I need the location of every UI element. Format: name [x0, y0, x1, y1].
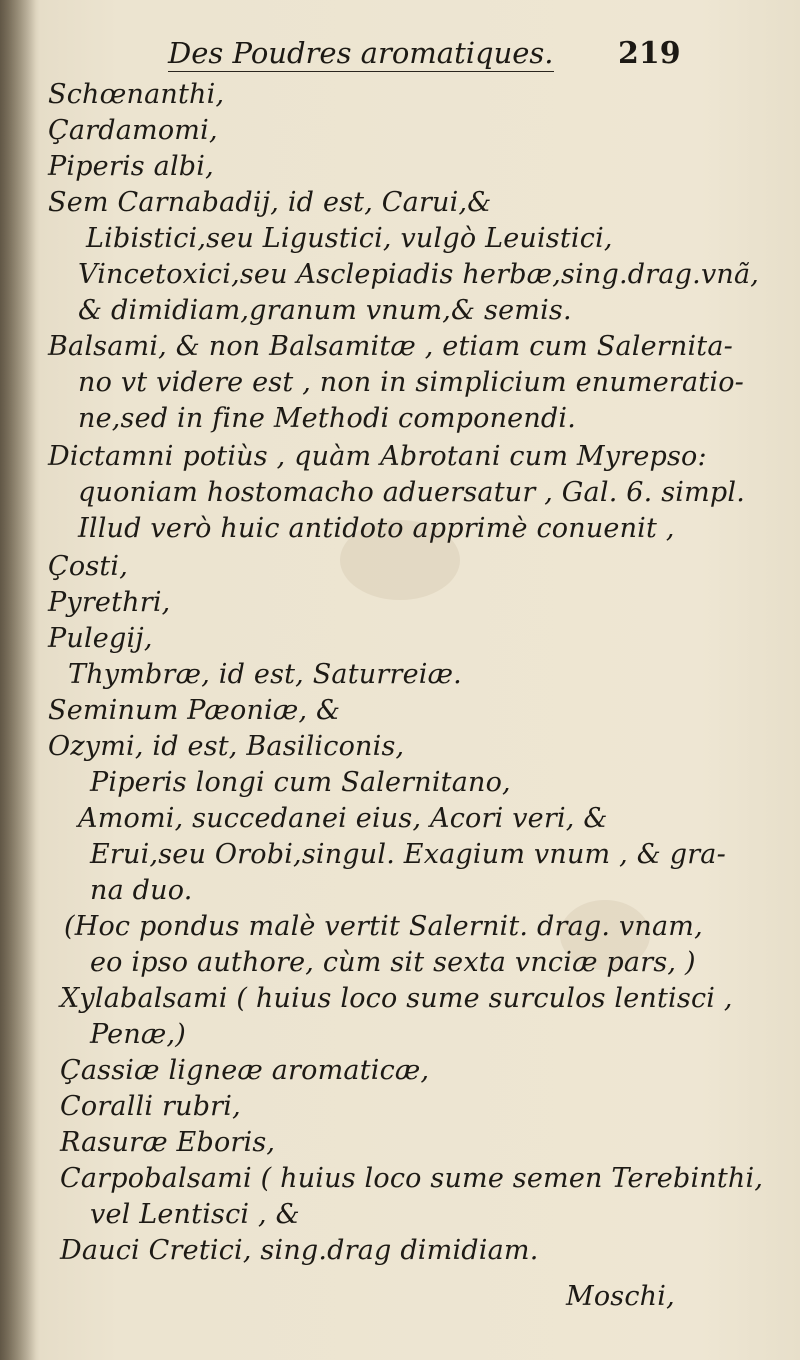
text-line: Rasuræ Eboris, — [60, 1127, 276, 1158]
text-line: Çardamomi, — [48, 115, 218, 146]
text-line: (Hoc pondus malè vertit Salernit. drag. vnam, — [64, 911, 703, 942]
text-line: Sem Carnabadij, id est, Carui,& — [48, 187, 492, 218]
text-line: vel Lentisci , & — [90, 1199, 300, 1230]
text-line: Pyrethri, — [48, 587, 171, 618]
text-line: Thymbræ, id est, Saturreiæ. — [68, 659, 462, 690]
text-line: Illud verò huic antidoto apprimè conuenit , — [78, 513, 675, 544]
text-line: Amomi, succedanei eius, Acori veri, & — [78, 803, 608, 834]
page-number: 219 — [618, 36, 681, 71]
text-line: Piperis longi cum Salernitano, — [90, 767, 511, 798]
text-line: no vt videre est , non in simplicium enumeratio- — [78, 367, 744, 398]
text-line: Pulegij, — [48, 623, 153, 654]
text-line: Dauci Cretici, sing.drag dimidiam. — [60, 1235, 539, 1266]
text-line: & dimidiam,granum vnum,& semis. — [78, 295, 572, 326]
text-line: ne,sed in fine Methodi componendi. — [78, 403, 577, 434]
text-line: Coralli rubri, — [60, 1091, 241, 1122]
text-line: Seminum Pæoniæ, & — [48, 695, 341, 726]
text-line: na duo. — [90, 875, 193, 906]
text-line: Libistici,seu Ligustici, vulgò Leuistici, — [86, 223, 613, 254]
text-line: Moschi, — [566, 1281, 675, 1312]
text-line: Çosti, — [48, 551, 129, 582]
text-line: Vincetoxici,seu Asclepiadis herbæ,sing.drag.vnã, — [78, 259, 760, 290]
text-line: Balsami, & non Balsamitæ , etiam cum Salernita- — [48, 331, 733, 362]
running-head: Des Poudres aromatiques. — [168, 36, 554, 70]
text-line: Piperis albi, — [48, 151, 214, 182]
text-line: Erui,seu Orobi,singul. Exagium vnum , & gra- — [90, 839, 726, 870]
text-line: eo ipso authore, cùm sit sexta vnciæ pars, ) — [90, 947, 696, 978]
text-line: Dictamni potiùs , quàm Abrotani cum Myrepso: — [48, 441, 707, 472]
text-line: Carpobalsami ( huius loco sume semen Terebinthi, — [60, 1163, 764, 1194]
text-line: Schœnanthi, — [48, 79, 225, 110]
text-line: Çassiæ ligneæ aromaticæ, — [60, 1055, 430, 1086]
text-line: quoniam hostomacho aduersatur , Gal. 6. simpl. — [78, 477, 745, 508]
text-line: Ozymi, id est, Basiliconis, — [48, 731, 405, 762]
text-line: Penæ,) — [90, 1019, 187, 1050]
text-line: Xylabalsami ( huius loco sume surculos lentisci , — [60, 983, 733, 1014]
